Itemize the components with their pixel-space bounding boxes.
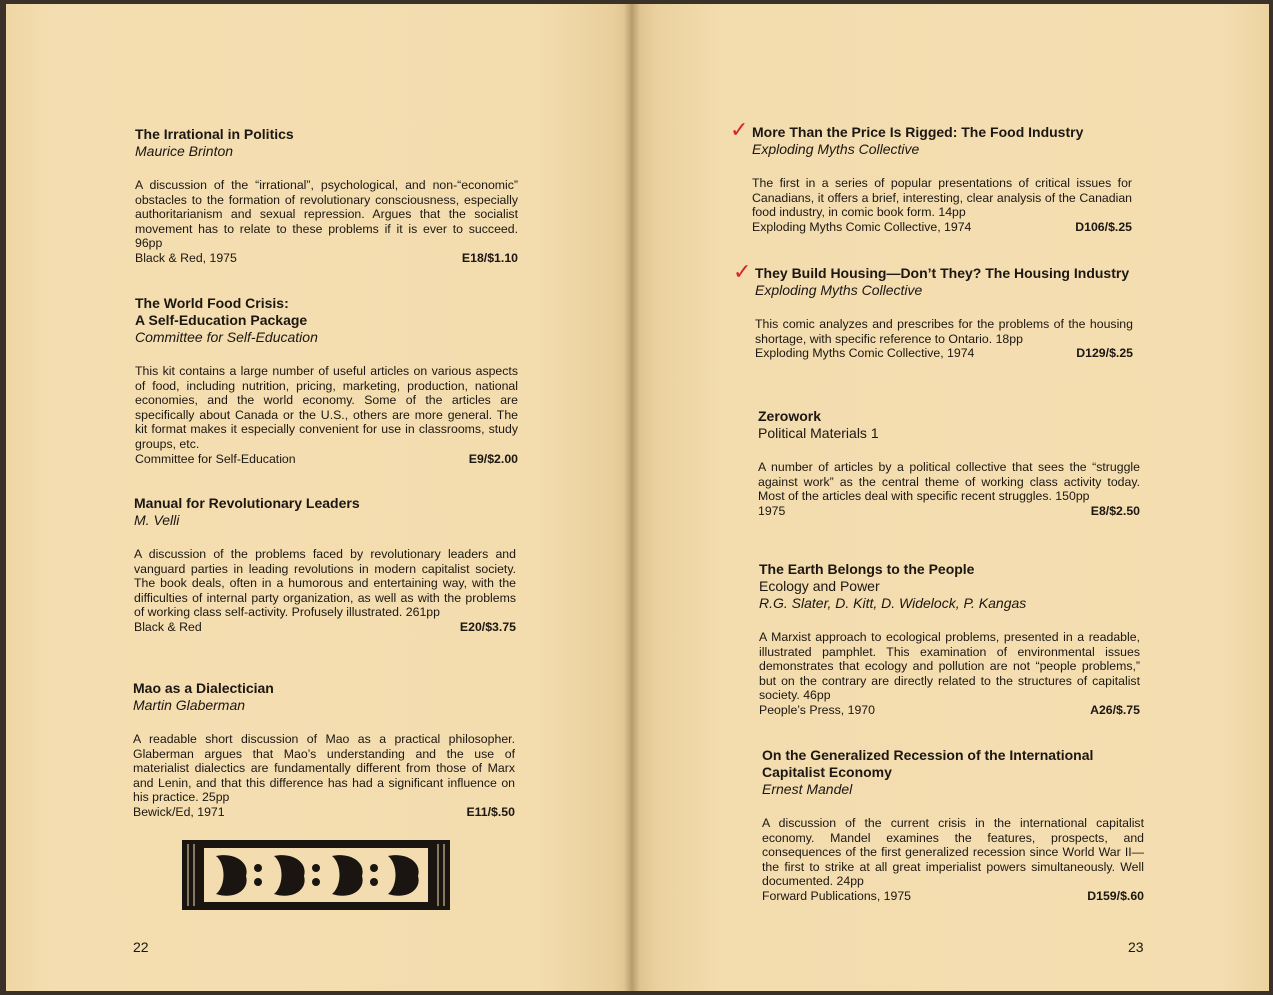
entry-author: Maurice Brinton [135, 143, 234, 159]
entry-publisher: 1975 [758, 503, 786, 518]
entry-footer [762, 889, 1144, 904]
entry-code: E20/$3.75 [459, 619, 516, 634]
entry-code: D159/$.60 [1087, 888, 1144, 903]
check-mark-icon: ✓ [733, 259, 752, 284]
entry-build-housing [755, 265, 1133, 361]
entry-author: M. Velli [134, 512, 180, 528]
entry-author: Exploding Myths Collective [755, 282, 923, 298]
entry-publisher: People’s Press, 1970 [759, 702, 875, 717]
book-gutter [624, 4, 640, 991]
entry-publisher: Black & Red [134, 619, 202, 634]
entry-title: More Than the Price Is Rigged: The Food Industry [752, 124, 1084, 140]
entry-description: This comic analyzes and prescribes for the problems of the housing shortage, with specific reference to Ontario. 18pp [755, 317, 1133, 346]
entry-description: A discussion of the “irrational”, psychological, and non-“economic” obstacles to the formation of revolutionary consciousness, especially authoritarianism and sexual repression. Argues that the socialist movement has to relate to these problems if it is ever to succeed. 96pp [135, 178, 518, 251]
entry-title: They Build Housing—Don’t They? The Housing Industry [755, 265, 1130, 281]
entry-author: Exploding Myths Collective [752, 141, 920, 157]
page-number-left: 22 [133, 939, 149, 955]
entry-mao-dialectician [133, 680, 515, 820]
entry-description: The first in a series of popular presentations of critical issues for Canadians, it offers a brief, interesting, clear analysis of the Canadian food industry, in comic book form. 14pp [752, 176, 1132, 220]
entry-code: E18/$1.10 [461, 250, 518, 265]
entry-footer [135, 452, 518, 467]
entry-publisher: Committee for Self-Education [135, 451, 296, 466]
entry-publisher: Black & Red, 1975 [135, 250, 237, 265]
entry-manual-revolutionary-leaders [134, 495, 516, 635]
entry-description: A discussion of the problems faced by revolutionary leaders and vanguard parties in leading revolutions in modern capitalist society. The book deals, often in a humorous and entertaining way, with the difficulties of internal party organization, as well as with the problems of working class self-activity. Profusely illustrated. 261pp [134, 547, 516, 620]
page-number-right: 23 [1128, 939, 1144, 955]
entry-code: E8/$2.50 [1090, 503, 1140, 518]
entry-description: A Marxist approach to ecological problems, presented in a readable, illustrated pamphlet. This examination of environmental issues demonstrates that ecology and pollution are not “people problems,” but on the contrary are directly related to the structures of capitalist society. 46pp [759, 630, 1140, 703]
entry-code: E9/$2.00 [468, 451, 518, 466]
decorative-ornament [176, 836, 456, 914]
entry-zerowork [758, 408, 1140, 518]
entry-footer [755, 346, 1133, 361]
entry-footer [133, 805, 515, 820]
entry-author: Ernest Mandel [762, 781, 853, 797]
entry-description: A readable short discussion of Mao as a practical philosopher. Glaberman argues that Mao’s understanding and the use of materialist dialectics are fundamentally different from those of Marx and Lenin, and that this difference has had a significant influence on his practice. 25pp [133, 732, 515, 805]
entry-title: The World Food Crisis: [135, 295, 289, 311]
entry-subtitle: Ecology and Power [759, 578, 880, 594]
entry-title: Manual for Revolutionary Leaders [134, 495, 360, 511]
entry-description: A discussion of the current crisis in the international capitalist economy. Mandel examines the features, prospects, and consequences of the first generalized recession since World War II— the first to strike at all great imperialist powers simultaneously. Well documented. 24pp [762, 816, 1144, 889]
entry-title: Zerowork [758, 408, 822, 424]
entry-earth-belongs [759, 561, 1140, 718]
entry-footer [758, 504, 1140, 519]
entry-publisher: Exploding Myths Comic Collective, 1974 [752, 219, 972, 234]
entry-subtitle: Political Materials 1 [758, 425, 879, 441]
entry-publisher: Bewick/Ed, 1971 [133, 804, 225, 819]
entry-title: The Earth Belongs to the People [759, 561, 975, 577]
entry-footer [134, 620, 516, 635]
entry-code: A26/$.75 [1090, 702, 1140, 717]
entry-title: On the Generalized Recession of the International Capitalist Economy [762, 747, 1094, 780]
entry-price-rigged [752, 124, 1132, 234]
entry-title: The Irrational in Politics [135, 126, 294, 142]
entry-author: Committee for Self-Education [135, 329, 318, 345]
entry-title-line2: A Self-Education Package [135, 312, 308, 328]
entry-author: Martin Glaberman [133, 697, 246, 713]
entry-irrational-politics [135, 126, 518, 266]
entry-publisher: Exploding Myths Comic Collective, 1974 [755, 346, 975, 361]
entry-footer [759, 703, 1140, 718]
entry-author: R.G. Slater, D. Kitt, D. Widelock, P. Kangas [759, 595, 1027, 611]
entry-code: E11/$.50 [466, 804, 515, 819]
entry-code: D106/$.25 [1075, 219, 1132, 234]
entry-generalized-recession [762, 747, 1144, 904]
entry-world-food-crisis [135, 295, 518, 466]
entry-description: A number of articles by a political collective that sees the “struggle against work” as the central theme of working class activity today. Most of the articles deal with specific recent struggles. 150pp [758, 460, 1140, 504]
entry-publisher: Forward Publications, 1975 [762, 888, 912, 903]
entry-description: This kit contains a large number of useful articles on various aspects of food, including nutrition, pricing, marketing, production, national economies, and the world economy. Some of the articles are specifically about Canada or the U.S., others are more general. The kit format makes it especially convenient for use in classrooms, study groups, etc. [135, 364, 518, 451]
entry-code: D129/$.25 [1076, 346, 1133, 361]
entry-footer [135, 251, 518, 266]
check-mark-icon: ✓ [730, 117, 749, 142]
entry-footer [752, 220, 1132, 235]
entry-title: Mao as a Dialectician [133, 680, 274, 696]
